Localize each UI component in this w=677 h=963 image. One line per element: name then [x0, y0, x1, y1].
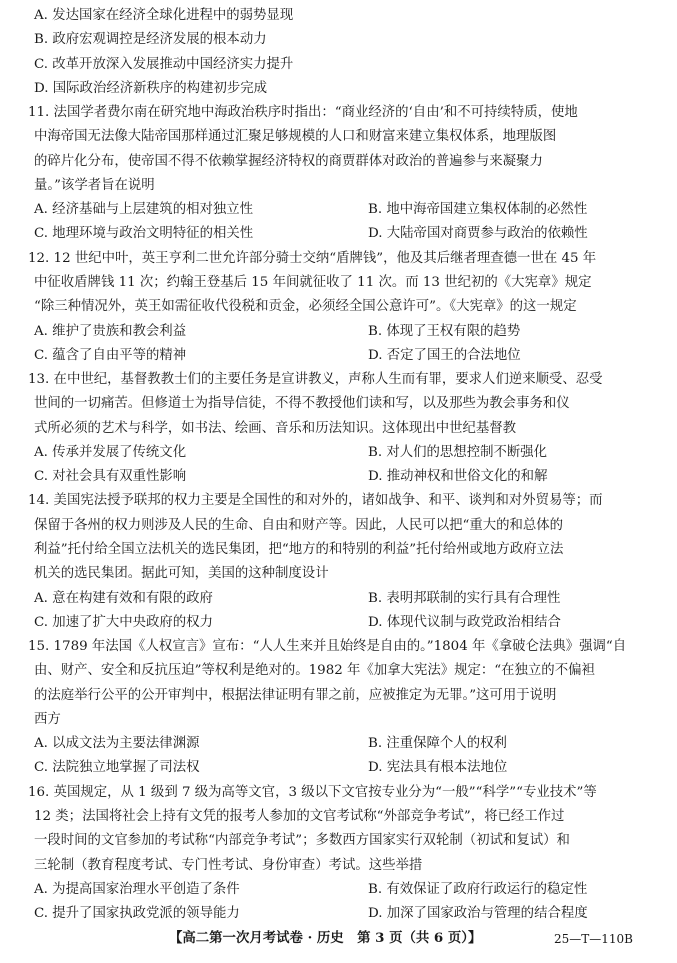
q10-option-a: A. 发达国家在经济全球化进程中的弱势显现	[34, 8, 294, 23]
q13-option-b: B. 对人们的思想控制不断强化	[368, 444, 548, 460]
q11-stem-line: 11. 法国学者费尔南在研究地中海政治秩序时指出：“商业经济的‘自由’和不可持续特质，使地	[28, 105, 578, 121]
q13-stem-line: 13. 在中世纪，基督教教士们的主要任务是宣讲教义，声称人生而有罪，要求人们逆来顺受、忍受	[28, 372, 603, 388]
q14-stem-line: 14. 美国宪法授予联邦的权力主要是全国性的和对外的，诸如战争、和平、谈判和对外贸易等；而	[28, 493, 603, 509]
q13-option-a: A. 传承并发展了传统文化	[34, 444, 187, 460]
q11-option-c: C. 地理环境与政治文明特征的相关性	[34, 226, 254, 242]
q11-option-d: D. 大陆帝国对商贾参与政治的依赖性	[368, 226, 588, 242]
q14-stem-line: 保留于各州的权力则涉及人民的生命、自由和财产等。因此，人民可以把“重大的和总体的	[34, 517, 564, 533]
q12-option-d: D. 否定了国王的合法地位	[368, 347, 521, 363]
q14-stem-line: 机关的选民集团。据此可知，美国的这种制度设计	[34, 566, 329, 582]
q15-option-a: A. 以成文法为主要法律渊源	[34, 736, 200, 752]
q16-option-c: C. 提升了国家执政党派的领导能力	[34, 906, 240, 921]
q12-stem-line: 12. 12 世纪中叶，英王亨利二世允许部分骑士交纳“盾牌钱”，他及其后继者理查德一世在 45 年	[28, 250, 597, 266]
q14-option-d: D. 体现代议制与政党政治相结合	[368, 614, 561, 630]
q13-option-d: D. 推动神权和世俗文化的和解	[368, 469, 548, 485]
q12-stem-line: 中征收盾牌钱 11 次；约翰王登基后 15 年间就征收了 11 次。而 13 世纪初的《大宪章》规定	[34, 275, 592, 290]
q12-stem-line: “除三种情况外，英王如需征收代役税和贡金，必须经全国公意许可”。《大宪章》的这一规定	[34, 299, 577, 315]
q10-option-c: C. 改革开放深入发展推动中国经济实力提升	[34, 56, 294, 72]
q16-option-b: B. 有效保证了政府行政运行的稳定性	[368, 881, 588, 897]
q11-stem-line: 中海帝国无法像大陆帝国那样通过汇聚足够规模的人口和财富来建立集权体系，地理版图	[34, 129, 557, 145]
q14-option-b: B. 表明邦联制的实行具有合理性	[368, 590, 561, 606]
q15-stem-line: 由、财产、安全和反抗压迫”等权利是绝对的。1982 年《加拿大宪法》规定：“在独立的不偏袒	[34, 663, 595, 679]
q13-option-c: C. 对社会具有双重性影响	[34, 469, 187, 485]
q11-option-a: A. 经济基础与上层建筑的相对独立性	[34, 202, 254, 218]
q11-stem-line: 量。”该学者旨在说明	[34, 177, 155, 193]
q15-option-b: B. 注重保障个人的权利	[368, 736, 507, 752]
q16-stem-line: 16. 英国规定，从 1 级到 7 级为高等文官，3 级以下文官按专业分为“一般”“科学”“专业技术”等	[28, 784, 597, 800]
q12-option-b: B. 体现了王权有限的趋势	[368, 323, 521, 339]
q12-option-a: A. 维护了贵族和教会利益	[34, 323, 187, 339]
q11-stem-line: 的碎片化分布，使帝国不得不依赖掌握经济特权的商贾群体对政治的普遍参与来凝聚力	[34, 153, 543, 169]
q14-stem-line: 利益”托付给全国立法机关的选民集团，把“地方的和特别的利益”托付给州或地方政府立法	[34, 541, 564, 557]
q16-option-a: A. 为提高国家治理水平创造了条件	[34, 881, 240, 897]
q16-stem-line: 三轮制（教育程度考试、专门性考试、身份审查）考试。这些举措	[34, 857, 423, 873]
page-footer-code: 25—T—110B	[554, 932, 633, 946]
q10-option-b: B. 政府宏观调控是经济发展的根本动力	[34, 32, 267, 48]
q16-stem-line: 12 类；法国将社会上持有文凭的报考人参加的文官考试称“外部竞争考试”，将已经工作过	[34, 808, 565, 824]
q15-stem-line: 西方	[34, 711, 61, 727]
q15-option-d: D. 宪法具有根本法地位	[368, 760, 508, 776]
q13-stem-line: 式所必须的艺术与科学，如书法、绘画、音乐和历法知识。这体现出中世纪基督教	[34, 420, 517, 436]
q16-option-d: D. 加深了国家政治与管理的结合程度	[368, 906, 588, 921]
q14-option-a: A. 意在构建有效和有限的政府	[34, 590, 213, 606]
q12-option-c: C. 蕴含了自由平等的精神	[34, 347, 187, 363]
q14-option-c: C. 加速了扩大中央政府的权力	[34, 614, 213, 630]
q13-stem-line: 世间的一切痛苦。但修道士为指导信徒，不得不教授他们读和写，以及那些为教会事务和仪	[34, 396, 570, 412]
q15-option-c: C. 法院独立地掌握了司法权	[34, 760, 200, 776]
q16-stem-line: 一段时间的文官参加的考试称“内部竞争考试”；多数西方国家实行双轮制（初试和复试）和	[34, 833, 570, 849]
page-footer-title: 【高二第一次月考试卷 · 历史 第 3 页（共 6 页）】	[169, 930, 482, 946]
q15-stem-line: 15. 1789 年法国《人权宣言》宣布：“人人生来并且始终是自由的。”1804 年《拿破仑法典》强调“自	[28, 639, 627, 654]
q11-option-b: B. 地中海帝国建立集权体制的必然性	[368, 202, 588, 218]
q15-stem-line: 的法庭举行公平的公开审判中，根据法律证明有罪之前，应被推定为无罪。”这可用于说明	[34, 687, 557, 703]
q10-option-d: D. 国际政治经济新秩序的构建初步完成	[34, 80, 268, 96]
